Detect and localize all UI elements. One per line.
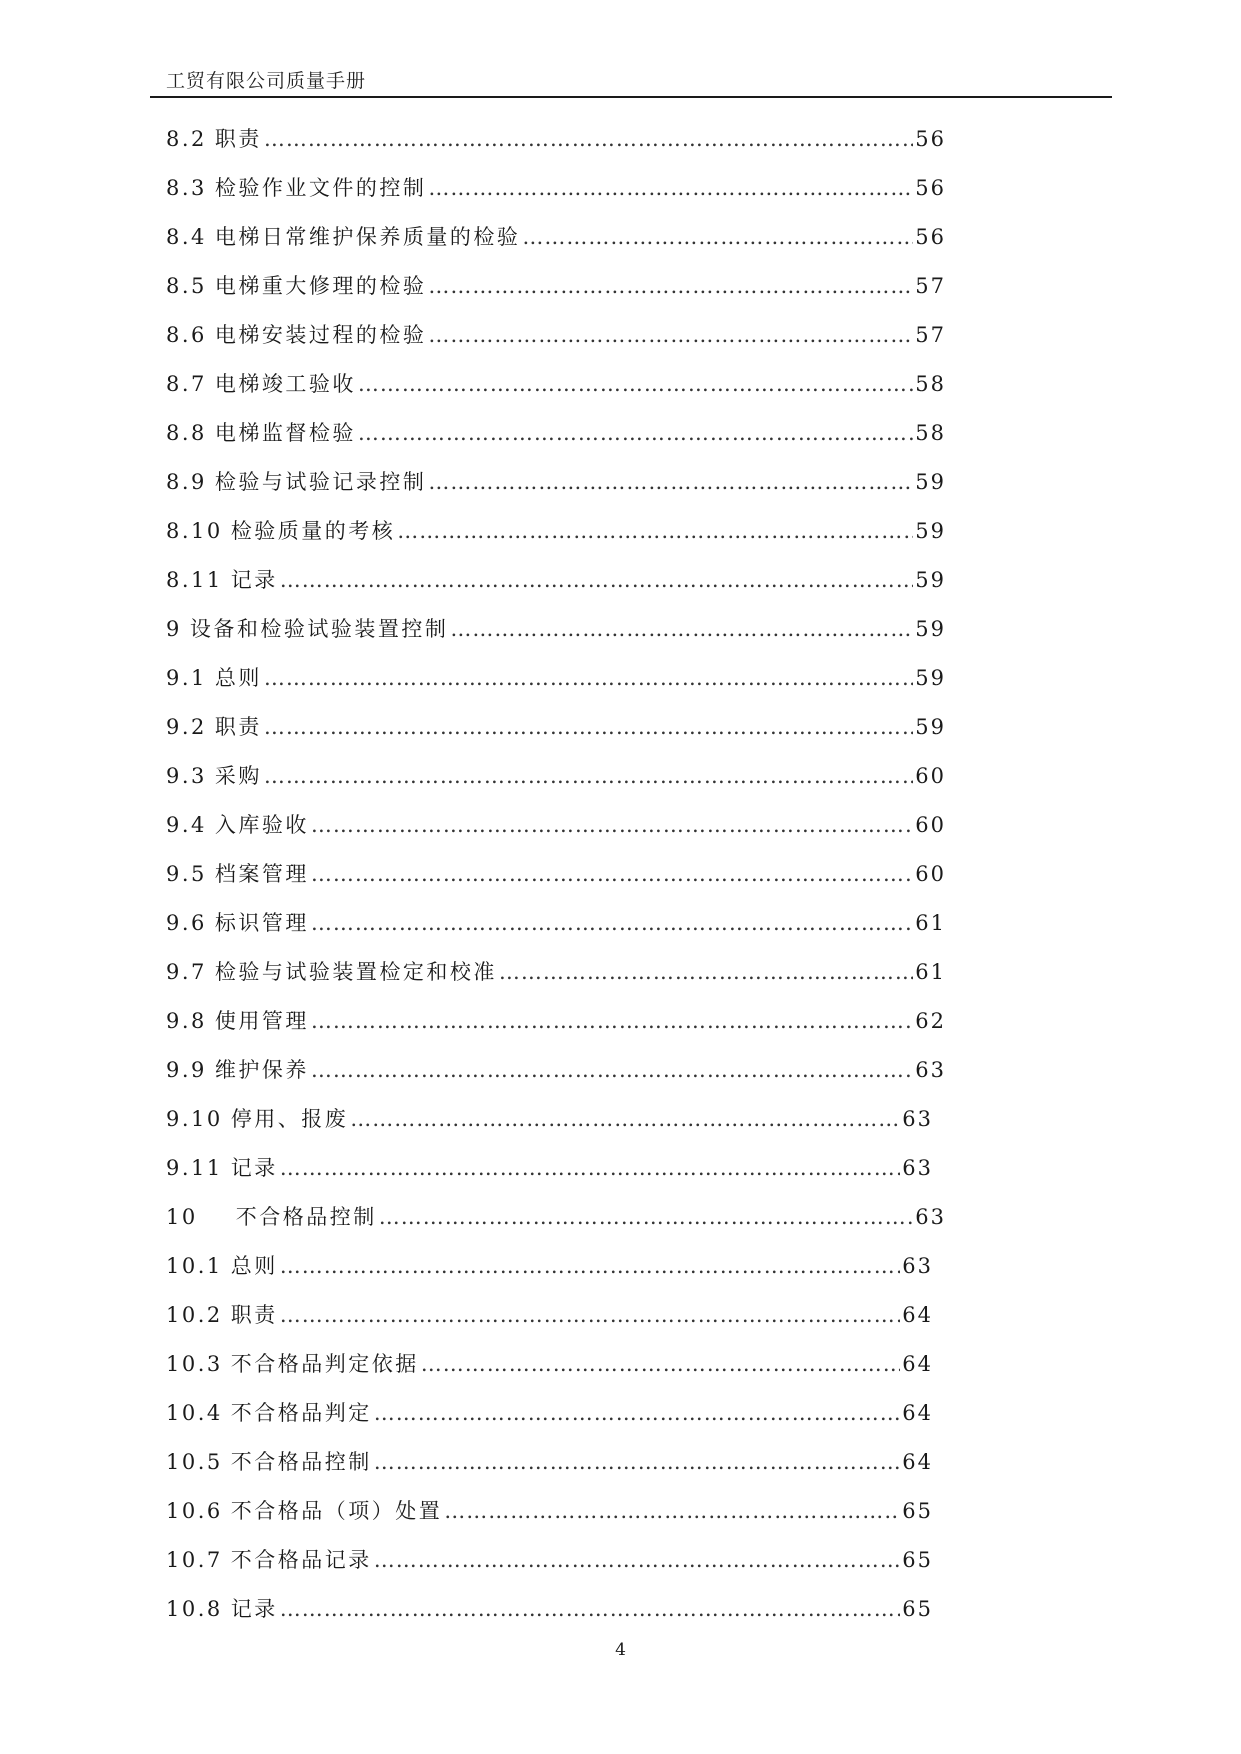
toc-entry-number: 10.4 (166, 1401, 223, 1425)
toc-entry-title: 不合格品（项）处置 (230, 1499, 443, 1523)
toc-entry-title: 检验质量的考核 (230, 519, 396, 543)
dot-leader (280, 1254, 901, 1278)
toc-entry-title: 不合格品记录 (230, 1548, 372, 1572)
toc-entry[interactable] (166, 1152, 933, 1201)
toc-entry-number: 8.10 (166, 519, 223, 543)
toc-entry[interactable] (166, 613, 946, 662)
toc-entry-title: 使用管理 (214, 1009, 309, 1033)
dot-leader (280, 1156, 901, 1180)
toc-entry-number: 8.9 (166, 470, 207, 494)
toc-entry-number: 10.7 (166, 1548, 223, 1572)
toc-entry-title: 检验与试验记录控制 (214, 470, 427, 494)
dot-leader (264, 764, 913, 788)
dot-leader (428, 470, 913, 494)
toc-entry-title: 电梯安装过程的检验 (214, 323, 427, 347)
toc-entry[interactable] (166, 1250, 933, 1299)
dot-leader (450, 617, 913, 641)
toc-entry-page: 60 (915, 764, 946, 788)
toc-entry[interactable] (166, 270, 946, 319)
toc-entry-page: 57 (915, 323, 946, 347)
dot-leader (358, 421, 913, 445)
toc-entry-title: 总则 (230, 1254, 278, 1278)
toc-entry-title: 总则 (214, 666, 262, 690)
toc-entry-page: 61 (915, 911, 946, 935)
toc-entry-title: 设备和检验试验装置控制 (189, 617, 449, 641)
toc-entry-title: 档案管理 (214, 862, 309, 886)
toc-entry-page: 58 (915, 372, 946, 396)
toc-entry-page: 63 (902, 1156, 933, 1180)
toc-entry-page: 64 (902, 1450, 933, 1474)
toc-entry-page: 63 (902, 1254, 933, 1278)
toc-entry[interactable] (166, 760, 946, 809)
toc-entry-number: 10.8 (166, 1597, 223, 1621)
toc-entry-title: 采购 (214, 764, 262, 788)
toc-entry-page: 59 (915, 568, 946, 592)
toc-entry[interactable] (166, 123, 946, 172)
toc-entry-title: 标识管理 (214, 911, 309, 935)
dot-leader (280, 1597, 901, 1621)
toc-entry-page: 59 (915, 666, 946, 690)
dot-leader (311, 862, 913, 886)
toc-entry[interactable] (166, 907, 946, 956)
toc-entry[interactable] (166, 515, 946, 564)
dot-leader (280, 1303, 901, 1327)
dot-leader (499, 960, 913, 984)
toc-entry-number: 9.11 (166, 1156, 223, 1180)
toc-entry-title: 维护保养 (214, 1058, 309, 1082)
toc-entry[interactable] (166, 1495, 933, 1544)
toc-entry-number: 8.7 (166, 372, 207, 396)
toc-entry-title: 不合格品判定依据 (230, 1352, 419, 1376)
toc-entry-page: 60 (915, 813, 946, 837)
dot-leader (350, 1107, 900, 1131)
toc-entry[interactable] (166, 1446, 933, 1495)
toc-entry-page: 57 (915, 274, 946, 298)
dot-leader (311, 911, 913, 935)
toc-entry[interactable] (166, 221, 946, 270)
toc-entry[interactable] (166, 1005, 946, 1054)
toc-entry-title: 检验作业文件的控制 (214, 176, 427, 200)
toc-entry[interactable] (166, 809, 946, 858)
toc-entry-number: 10.6 (166, 1499, 223, 1523)
toc-entry-number: 9.5 (166, 862, 207, 886)
dot-leader (358, 372, 913, 396)
toc-entry-page: 63 (902, 1107, 933, 1131)
toc-entry-number: 8.2 (166, 127, 207, 151)
toc-entry-title: 职责 (214, 127, 262, 151)
dot-leader (428, 274, 913, 298)
toc-entry[interactable] (166, 1299, 933, 1348)
toc-entry[interactable] (166, 1397, 933, 1446)
toc-entry-number: 10.2 (166, 1303, 223, 1327)
dot-leader (374, 1548, 901, 1572)
dot-leader (428, 176, 913, 200)
dot-leader (374, 1450, 901, 1474)
toc-entry-page: 63 (915, 1205, 946, 1229)
toc-entry-title: 职责 (230, 1303, 278, 1327)
page-number: 4 (615, 1640, 626, 1660)
toc-entry-page: 56 (915, 225, 946, 249)
toc-entry-page: 58 (915, 421, 946, 445)
dot-leader (264, 666, 913, 690)
toc-entry-page: 62 (915, 1009, 946, 1033)
toc-entry-page: 59 (915, 715, 946, 739)
toc-entry-title: 职责 (214, 715, 262, 739)
toc-entry-title: 电梯监督检验 (214, 421, 356, 445)
dot-leader (264, 715, 913, 739)
table-of-contents (166, 123, 946, 1642)
dot-leader (397, 519, 913, 543)
toc-entry-number: 9.9 (166, 1058, 207, 1082)
toc-entry-number: 9.2 (166, 715, 207, 739)
toc-entry-number: 10 (166, 1205, 198, 1229)
dot-leader (428, 323, 913, 347)
toc-entry-title: 电梯竣工验收 (214, 372, 356, 396)
toc-entry-page: 59 (915, 617, 946, 641)
toc-entry-page: 65 (902, 1548, 933, 1572)
toc-entry[interactable] (166, 1544, 933, 1593)
toc-entry-page: 61 (915, 960, 946, 984)
header-rule (150, 96, 1112, 98)
toc-entry-page: 56 (915, 176, 946, 200)
toc-entry-page: 56 (915, 127, 946, 151)
toc-entry-title: 电梯日常维护保养质量的检验 (214, 225, 521, 249)
toc-entry[interactable] (166, 711, 946, 760)
toc-entry[interactable] (166, 662, 946, 711)
toc-entry-number: 9.4 (166, 813, 207, 837)
dot-leader (311, 1058, 913, 1082)
toc-entry-title: 不合格品判定 (230, 1401, 372, 1425)
running-header: 工贸有限公司质量手册 (166, 70, 367, 92)
toc-entry-number: 8.11 (166, 568, 223, 592)
dot-leader (444, 1499, 900, 1523)
toc-entry-number: 8.4 (166, 225, 207, 249)
toc-entry-number: 10.5 (166, 1450, 223, 1474)
toc-entry[interactable] (166, 417, 946, 466)
toc-entry-number: 9.7 (166, 960, 207, 984)
toc-entry[interactable] (166, 956, 946, 1005)
dot-leader (311, 1009, 913, 1033)
toc-entry-title: 记录 (230, 1156, 278, 1180)
toc-entry-number: 9 (166, 617, 182, 641)
toc-entry-title: 入库验收 (214, 813, 309, 837)
toc-entry-number: 10.3 (166, 1352, 223, 1376)
toc-entry[interactable] (166, 1593, 933, 1642)
toc-entry-page: 59 (915, 519, 946, 543)
toc-entry-title: 检验与试验装置检定和校准 (214, 960, 497, 984)
toc-entry[interactable] (166, 368, 946, 417)
toc-entry-page: 59 (915, 470, 946, 494)
dot-leader (374, 1401, 901, 1425)
toc-entry-page: 63 (915, 1058, 946, 1082)
toc-entry[interactable] (166, 466, 946, 515)
dot-leader (311, 813, 913, 837)
toc-entry-number: 9.3 (166, 764, 207, 788)
toc-entry[interactable] (166, 1348, 933, 1397)
dot-leader (379, 1205, 914, 1229)
toc-entry-title: 停用、报废 (230, 1107, 349, 1131)
toc-entry-title: 不合格品控制 (230, 1450, 372, 1474)
toc-entry-number: 8.3 (166, 176, 207, 200)
toc-entry-page: 65 (902, 1597, 933, 1621)
toc-entry[interactable] (166, 172, 946, 221)
toc-entry-number: 8.8 (166, 421, 207, 445)
toc-entry-number: 9.8 (166, 1009, 207, 1033)
toc-entry-page: 60 (915, 862, 946, 886)
toc-entry[interactable] (166, 1201, 946, 1250)
toc-entry[interactable] (166, 858, 946, 907)
toc-entry-number: 8.5 (166, 274, 207, 298)
dot-leader (264, 127, 913, 151)
toc-entry[interactable] (166, 319, 946, 368)
toc-entry-number: 9.10 (166, 1107, 223, 1131)
toc-entry-number: 9.6 (166, 911, 207, 935)
toc-entry-page: 64 (902, 1303, 933, 1327)
toc-entry[interactable] (166, 1103, 933, 1152)
toc-entry-number: 10.1 (166, 1254, 223, 1278)
toc-entry-title: 电梯重大修理的检验 (214, 274, 427, 298)
dot-leader (280, 568, 914, 592)
dot-leader (522, 225, 913, 249)
toc-entry[interactable] (166, 1054, 946, 1103)
toc-entry-page: 64 (902, 1352, 933, 1376)
toc-entry-number: 8.6 (166, 323, 207, 347)
toc-entry[interactable] (166, 564, 946, 613)
toc-entry-title: 不合格品控制 (235, 1205, 377, 1229)
toc-entry-page: 64 (902, 1401, 933, 1425)
toc-entry-number: 9.1 (166, 666, 207, 690)
toc-entry-title: 记录 (230, 1597, 278, 1621)
toc-entry-title: 记录 (230, 568, 278, 592)
dot-leader (421, 1352, 901, 1376)
toc-entry-page: 65 (902, 1499, 933, 1523)
